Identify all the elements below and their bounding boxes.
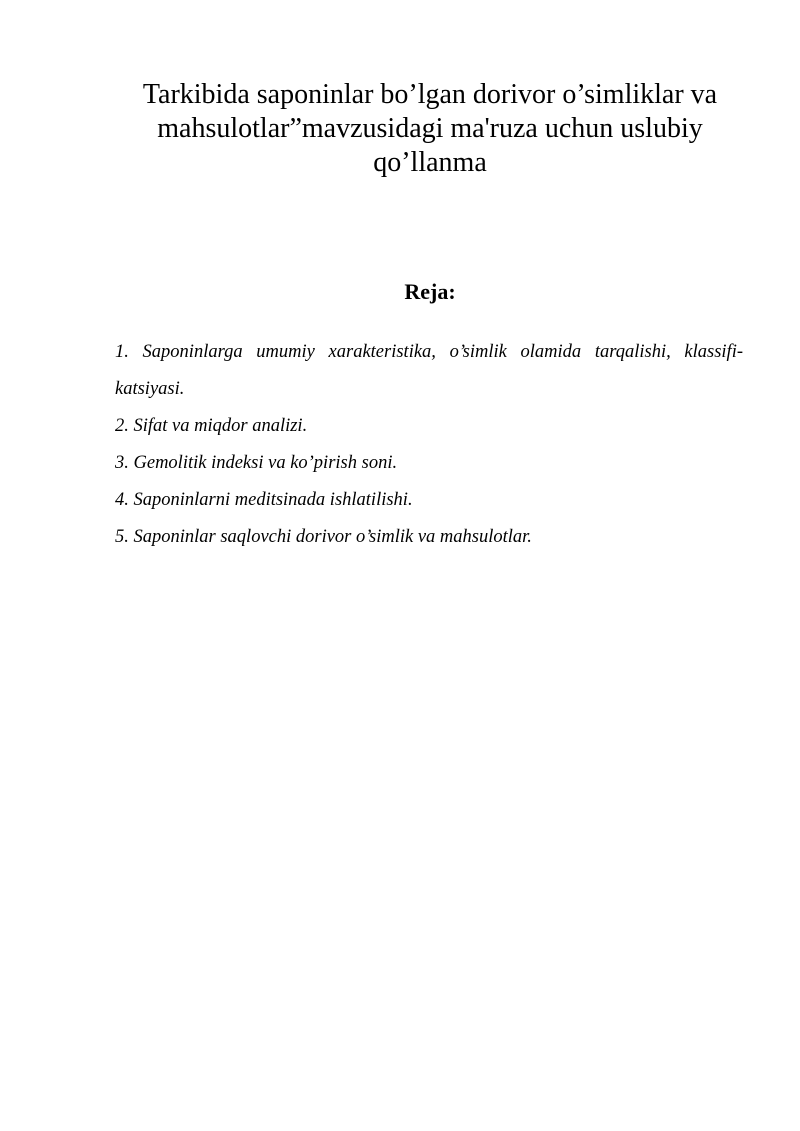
plan-item: 3. Gemolitik indeksi va ko’pirish soni. — [115, 453, 398, 473]
document-title — [100, 78, 760, 180]
document-title-line: Tarkibida saponinlar bo’lgan dorivor o’simliklar va — [142, 79, 718, 110]
document-title-line: qo’llanma — [373, 147, 487, 178]
plan-item: 5. Saponinlar saqlovchi dorivor o’simlik va mahsulotlar. — [115, 527, 532, 547]
plan-item: 4. Saponinlarni meditsinada ishlatilishi. — [115, 490, 413, 510]
plan-heading: Reja: — [404, 279, 456, 304]
plan-item: 2. Sifat va miqdor analizi. — [115, 416, 308, 436]
document-title-line: mahsulotlar”mavzusidagi ma'ruza uchun uslubiy — [157, 113, 703, 144]
plan-list — [115, 334, 743, 556]
plan-item: 1. Saponinlarga umumiy xarakteristika, o’simlik olamida tarqalishi, klassifi-katsiyasi. — [115, 342, 743, 399]
